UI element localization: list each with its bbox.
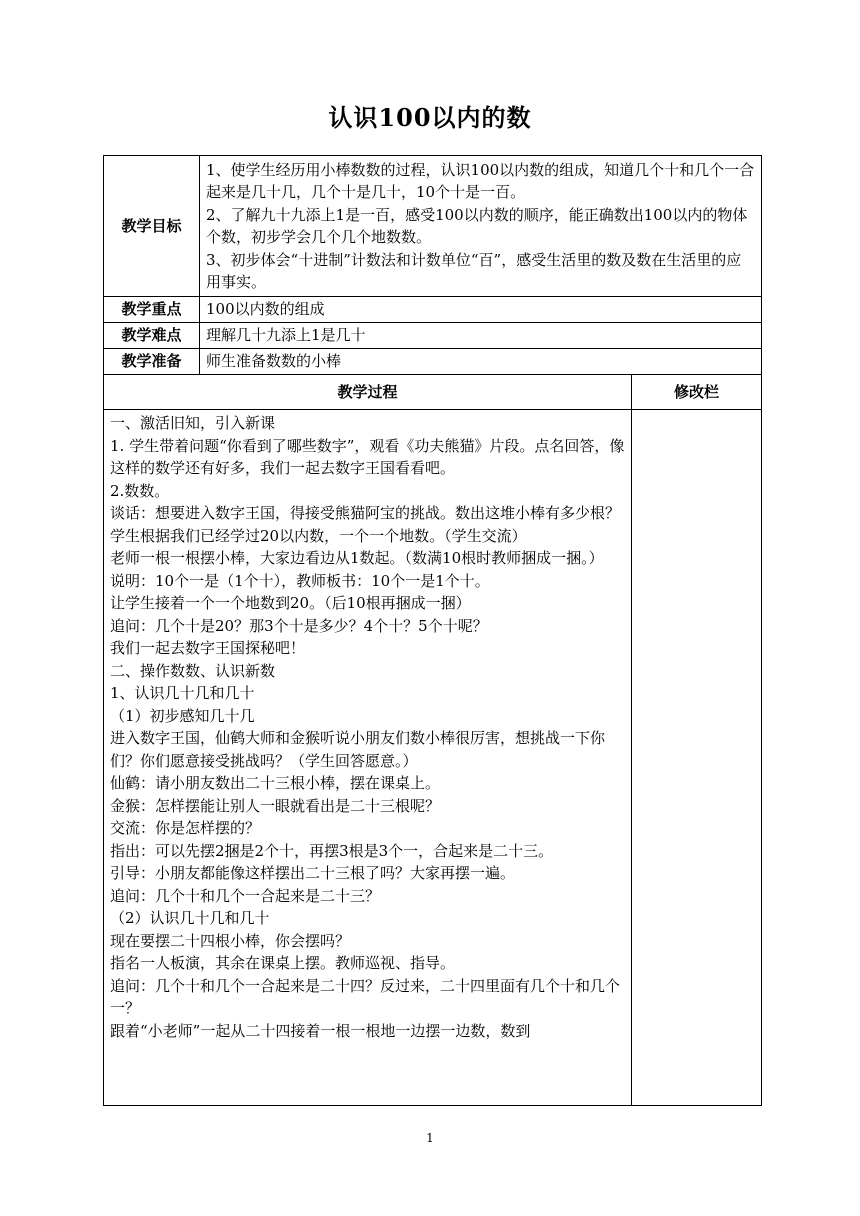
process-line: 我们一起去数字王国探秘吧！ [110,639,306,657]
process-line: 金猴：怎样摆能让别人一眼就看出是二十三根呢？ [110,796,441,815]
process-row [104,410,762,1106]
preparation-value: 师生准备数数的小棒 [200,349,762,375]
process-line: 一、激活旧知，引入新课 [110,414,276,432]
goal-line: 3、初步体会“十进制”计数法和计数单位“百”，感受生活里的数及数在生活里的应用事实。 [206,250,742,291]
lesson-plan-table [103,155,762,1106]
process-line: （2）认识几十几和几十 [110,909,270,927]
preparation-label: 教学准备 [104,349,200,375]
difficulty-value: 理解几十九添上1是几十 [200,323,762,349]
process-line: 现在要摆二十四根小棒，你会摆吗？ [110,931,351,950]
process-line: 指出：可以先摆2捆是2个十，再摆3根是3个一，合起来是二十三。 [110,841,554,860]
process-line: 交流：你是怎样摆的？ [110,819,261,837]
process-line: 追问：几个十和几个一合起来是二十四？反过来，二十四里面有几个十和几个一？ [110,976,621,1017]
key-point-row [104,297,762,323]
process-line: 老师一根一根摆小棒，大家边看边从1数起。（数满10根时教师捆成一捆。） [110,549,604,567]
revision-header: 修改栏 [632,375,762,410]
process-line: 学生根据我们已经学过20以内数，一个一个地数。（学生交流） [110,526,527,545]
difficulty-row [104,323,762,349]
process-line: 仙鹤：请小朋友数出二十三根小棒，摆在课桌上。 [110,774,441,792]
process-line: 引导：小朋友都能像这样摆出二十三根了吗？大家再摆一遍。 [110,864,516,882]
process-line: 追问：几个十和几个一合起来是二十三？ [110,886,381,905]
page-title: 认识100以内的数 [328,103,532,132]
page-number: 1 [426,1131,434,1145]
process-line: 跟着“小老师”一起从二十四接着一根一根地一边摆一边数，数到 [110,1021,531,1040]
difficulty-label: 教学难点 [104,323,200,349]
process-line: 让学生接着一个一个地数到20。（后10根再捆成一捆） [110,594,471,612]
process-line: 说明：10个一是（1个十），教师板书：10个一是1个十。 [110,571,490,590]
key-point-value: 100以内数的组成 [200,297,762,323]
process-line: 1. 学生带着问题“你看到了哪些数字”，观看《功夫熊猫》片段。点名回答，像这样的数学还有好多，我们一起去数字王国看看吧。 [110,436,625,477]
goals-row [104,156,762,297]
process-content [104,410,632,1106]
goals-label: 教学目标 [104,156,200,297]
process-line: 二、操作数数、认识新数 [110,661,276,680]
revision-column [632,410,762,1106]
process-line: 进入数字王国，仙鹤大师和金猴听说小朋友们数小棒很厉害，想挑战一下你们？你们愿意接受挑战吗？（学生回答愿意。） [110,729,606,770]
key-point-label: 教学重点 [104,297,200,323]
goal-line: 2、了解九十九添上1是一百，感受100以内数的顺序，能正确数出100以内的物体个数，初步学会几个几个地数数。 [206,205,748,246]
process-header-row [104,375,762,410]
process-line: 指名一人板演，其余在课桌上摆。教师巡视、指导。 [110,954,456,972]
preparation-row [104,349,762,375]
process-line: 2.数数。 [110,481,170,500]
goals-content [200,156,762,297]
process-line: 谈话：想要进入数字王国，得接受熊猫阿宝的挑战。数出这堆小棒有多少根？ [110,504,621,522]
process-header: 教学过程 [104,375,632,410]
process-line: （1）初步感知几十几 [110,706,255,725]
process-line: 1、认识几十几和几十 [110,684,255,702]
process-line: 追问：几个十是20？那3个十是多少？4个十？5个十呢？ [110,616,488,635]
goal-line: 1、使学生经历用小棒数数的过程，认识100以内数的组成，知道几个十和几个一合起来是几十几，几个十是几十，10个十是一百。 [206,160,755,201]
